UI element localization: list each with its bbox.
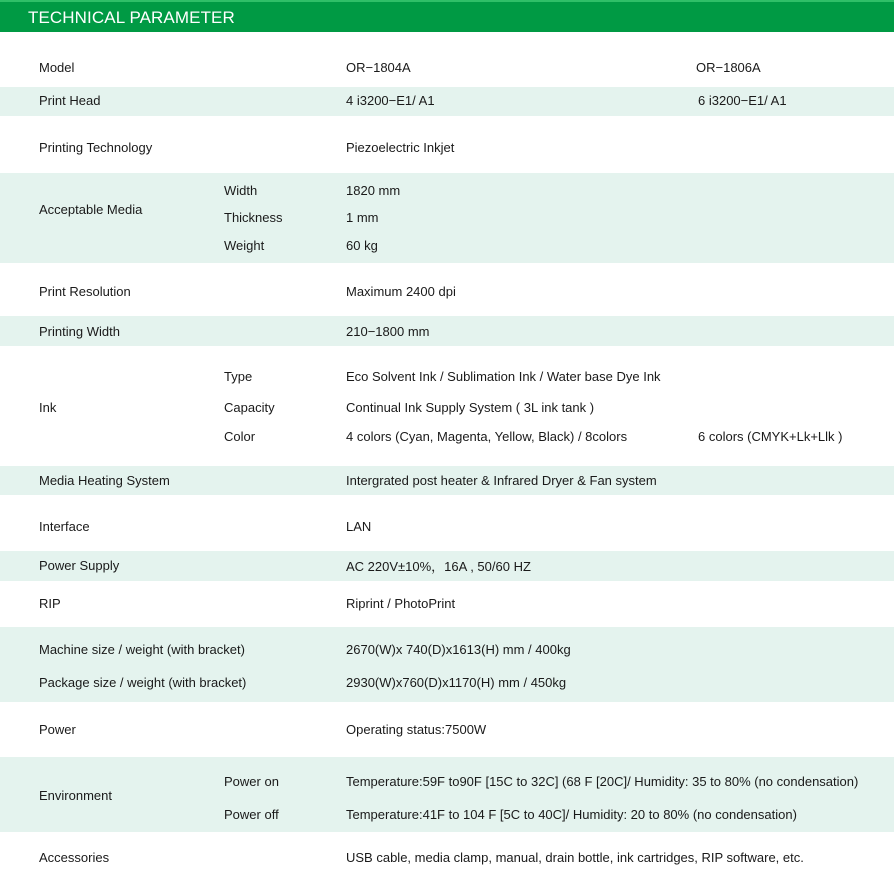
label-rip: RIP: [39, 596, 61, 611]
value-rip: Riprint / PhotoPrint: [346, 596, 456, 611]
value-ink-type: Eco Solvent Ink / Sublimation Ink / Water base Dye Ink: [346, 369, 661, 384]
value-accessories: USB cable, media clamp, manual, drain bottle, ink cartridges, RIP software, etc.: [346, 850, 804, 865]
label-package-size: Package size / weight (with bracket): [39, 675, 247, 690]
sublabel-media-width: Width: [224, 183, 258, 198]
value-media-heating: Intergrated post heater & Infrared Dryer & Fan system: [346, 473, 657, 488]
value-power: Operating status:7500W: [346, 722, 487, 737]
value-printing-technology: Piezoelectric Inkjet: [346, 140, 455, 155]
value-machine-size: 2670(W)x 740(D)x1613(H) mm / 400kg: [346, 642, 571, 657]
label-printing-technology: Printing Technology: [39, 140, 153, 155]
sublabel-media-weight: Weight: [224, 238, 265, 253]
value-ink-color-a: 4 colors (Cyan, Magenta, Yellow, Black) / 8colors: [346, 429, 628, 444]
value-package-size: 2930(W)x760(D)x1170(H) mm / 450kg: [346, 675, 567, 690]
value-print-resolution: Maximum 2400 dpi: [346, 284, 456, 299]
label-model: Model: [39, 60, 75, 75]
value-media-width: 1820 mm: [346, 183, 401, 198]
sublabel-media-thickness: Thickness: [224, 210, 283, 225]
value-media-thickness: 1 mm: [346, 210, 379, 225]
label-printing-width: Printing Width: [39, 324, 120, 339]
sublabel-ink-type: Type: [224, 369, 253, 384]
value-power-supply: AC 220V±10%，16A , 50/60 HZ: [346, 559, 531, 574]
label-print-head: Print Head: [39, 93, 101, 108]
label-acceptable-media: Acceptable Media: [39, 202, 143, 217]
label-media-heating: Media Heating System: [39, 473, 170, 488]
section-title: TECHNICAL PARAMETER: [28, 8, 235, 27]
label-power: Power: [39, 722, 76, 737]
label-accessories: Accessories: [39, 850, 110, 865]
label-interface: Interface: [39, 519, 90, 534]
row-band-size-weight: [0, 627, 894, 702]
value-ink-capacity: Continual Ink Supply System ( 3L ink tank ): [346, 400, 595, 415]
value-interface: LAN: [346, 519, 372, 534]
value-ink-color-b: 6 colors (CMYK+Lk+Llk ): [698, 429, 843, 444]
value-model-a: OR−1804A: [346, 60, 411, 75]
sublabel-power-on: Power on: [224, 774, 279, 789]
value-power-off: Temperature:41F to 104 F [5C to 40C]/ Humidity: 20 to 80% (no condensation): [346, 807, 797, 822]
value-print-head-b: 6 i3200−E1/ A1: [698, 93, 787, 108]
sublabel-ink-capacity: Capacity: [224, 400, 275, 415]
label-environment: Environment: [39, 788, 112, 803]
label-ink: Ink: [39, 400, 57, 415]
row-band-acceptable-media: [0, 173, 894, 263]
value-printing-width: 210−1800 mm: [346, 324, 430, 339]
sublabel-power-off: Power off: [224, 807, 279, 822]
label-machine-size: Machine size / weight (with bracket): [39, 642, 245, 657]
value-print-head-a: 4 i3200−E1/ A1: [346, 93, 435, 108]
value-model-b: OR−1806A: [696, 60, 761, 75]
value-power-on: Temperature:59F to90F [15C to 32C] (68 F [20C]/ Humidity: 35 to 80% (no condensation): [346, 774, 859, 789]
value-media-weight: 60 kg: [346, 238, 378, 253]
row-band-printing-width: [0, 316, 894, 346]
section-header: [0, 0, 894, 32]
label-print-resolution: Print Resolution: [39, 284, 131, 299]
sublabel-ink-color: Color: [224, 429, 256, 444]
label-power-supply: Power Supply: [39, 558, 120, 573]
